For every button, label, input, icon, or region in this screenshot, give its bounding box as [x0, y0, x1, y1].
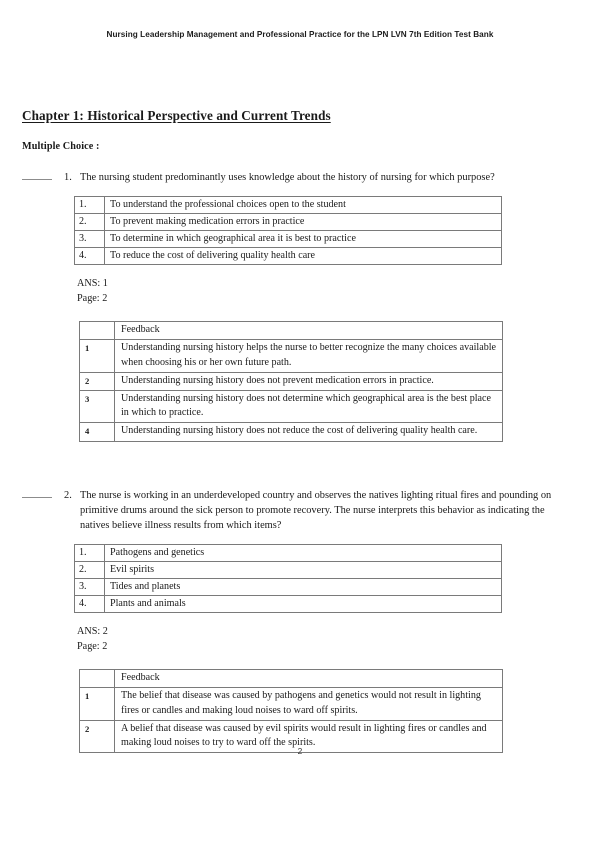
feedback-text: A belief that disease was caused by evil spirits would result in lighting fires or candles and making loud noises to try to ward off the spirits.	[115, 720, 503, 752]
ans-value: 1	[102, 278, 109, 290]
table-header-row	[80, 322, 503, 340]
table-row	[80, 372, 503, 390]
feedback-table	[79, 321, 503, 441]
table-row	[80, 688, 503, 720]
table-row[interactable]	[75, 214, 502, 231]
feedback-number: 1	[80, 340, 115, 372]
feedback-number: 1	[80, 688, 115, 720]
table-row[interactable]	[75, 231, 502, 248]
option-number: 2.	[75, 562, 105, 579]
ans-value: 2	[102, 626, 109, 638]
answer-metadata	[77, 625, 578, 654]
answer-line	[77, 277, 578, 292]
page-reference-line	[77, 640, 578, 655]
answer-options-table	[74, 196, 502, 265]
table-row[interactable]	[75, 197, 502, 214]
answer-options-table	[74, 544, 502, 613]
option-text: To prevent making medication errors in practice	[105, 214, 502, 231]
question-number: 1.	[64, 172, 72, 183]
table-row[interactable]	[75, 579, 502, 596]
feedback-text: Understanding nursing history does not reduce the cost of delivering quality health care.	[115, 423, 503, 441]
feedback-number: 4	[80, 423, 115, 441]
chapter-title: Chapter 1: Historical Perspective and Current Trends	[22, 108, 331, 123]
page-value: 2	[102, 640, 108, 652]
document-body	[22, 108, 578, 753]
table-row	[80, 391, 503, 423]
option-text: Evil spirits	[105, 562, 502, 579]
table-row[interactable]	[75, 596, 502, 613]
page-label: Page:	[77, 640, 100, 652]
question-row	[22, 488, 578, 534]
question-block	[22, 170, 578, 442]
option-text: Plants and animals	[105, 596, 502, 613]
feedback-number: 2	[80, 372, 115, 390]
feedback-text: Understanding nursing history helps the nurse to better recognize the many choices available when choosing his or her own future path.	[115, 340, 503, 372]
running-header: Nursing Leadership Management and Professional Practice for the LPN LVN 7th Edition Test Bank	[106, 30, 494, 39]
feedback-table	[79, 669, 503, 753]
page-reference-line	[77, 292, 578, 307]
option-number: 2.	[75, 214, 105, 231]
option-text: Pathogens and genetics	[105, 545, 502, 562]
feedback-text: Understanding nursing history does not determine which geographical area is the best place in which to practice.	[115, 391, 503, 423]
option-number: 3.	[75, 579, 105, 596]
option-number: 4.	[75, 596, 105, 613]
option-text: To determine in which geographical area it is best to practice	[105, 231, 502, 248]
table-row	[80, 340, 503, 372]
table-row[interactable]	[75, 248, 502, 265]
table-header-row	[80, 670, 503, 688]
question-text: The nurse is working in an underdeveloped country and observes the natives lighting ritual fires and pounding on primitive drums around the sick person to promote recovery. The nurse interprets this behavior as indicating the natives believe illness results from which items?	[80, 489, 552, 532]
option-number: 1.	[75, 197, 105, 214]
answer-blank-line[interactable]	[22, 497, 52, 498]
table-row[interactable]	[75, 562, 502, 579]
option-number: 4.	[75, 248, 105, 265]
feedback-number: 2	[80, 720, 115, 752]
ans-label: ANS:	[77, 626, 101, 638]
page-value: 2	[102, 292, 108, 304]
answer-blank-line[interactable]	[22, 179, 52, 180]
answer-metadata	[77, 277, 578, 306]
answer-line	[77, 625, 578, 640]
feedback-text: Understanding nursing history does not prevent medication errors in practice.	[115, 372, 503, 390]
feedback-header-blank	[80, 322, 115, 340]
question-spacer	[22, 442, 578, 488]
page-label: Page:	[77, 292, 100, 304]
feedback-header-blank	[80, 670, 115, 688]
option-number: 3.	[75, 231, 105, 248]
option-text: To understand the professional choices open to the student	[105, 197, 502, 214]
option-text: Tides and planets	[105, 579, 502, 596]
table-row	[80, 423, 503, 441]
feedback-header-label: Feedback	[115, 670, 503, 688]
question-text: The nursing student predominantly uses knowledge about the history of nursing for which purpose?	[80, 172, 495, 183]
question-block	[22, 488, 578, 754]
ans-label: ANS:	[77, 278, 101, 290]
page-number: 2	[297, 746, 303, 756]
option-number: 1.	[75, 545, 105, 562]
section-label-multiple-choice: Multiple Choice :	[22, 141, 100, 152]
table-row[interactable]	[75, 545, 502, 562]
feedback-text: The belief that disease was caused by pathogens and genetics would not result in lighting fires or candles and making loud noises to ward off spirits.	[115, 688, 503, 720]
feedback-number: 3	[80, 391, 115, 423]
question-number: 2.	[64, 489, 72, 501]
feedback-header-label: Feedback	[115, 322, 503, 340]
option-text: To reduce the cost of delivering quality health care	[105, 248, 502, 265]
question-row	[22, 170, 578, 185]
